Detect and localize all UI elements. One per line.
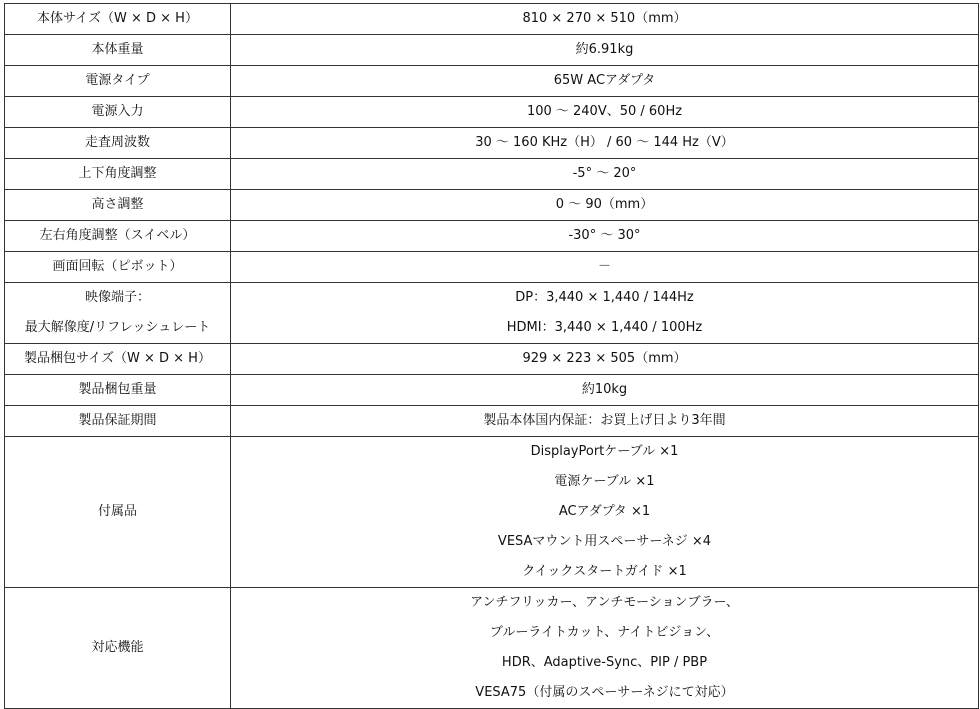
video-label-cell — [5, 283, 231, 344]
video-value-line: HDMI：3,440 × 1,440 / 100Hz — [506, 320, 703, 335]
accessory-item: 電源ケーブル ×1 — [554, 474, 655, 489]
feature-item: HDR、Adaptive-Sync、PIP / PBP — [501, 655, 708, 670]
accessories-value-cell — [231, 437, 979, 588]
table-row — [5, 4, 979, 35]
spec-value: 929 × 223 × 505（mm） — [231, 344, 979, 375]
accessories-label: 付属品 — [5, 437, 231, 588]
feature-item: ブルーライトカット、ナイトビジョン、 — [489, 625, 720, 640]
video-label-line: 映像端子： — [84, 290, 150, 305]
spec-label: 上下角度調整 — [5, 159, 231, 190]
table-row — [5, 190, 979, 221]
table-row — [5, 588, 979, 709]
table-row — [5, 375, 979, 406]
spec-value: 810 × 270 × 510（mm） — [231, 4, 979, 35]
table-row — [5, 283, 979, 344]
video-label-line: 最大解像度/リフレッシュレート — [24, 320, 211, 335]
table-row — [5, 437, 979, 588]
spec-label: 高さ調整 — [5, 190, 231, 221]
spec-value: 100 ～ 240V、50 / 60Hz — [231, 97, 979, 128]
spec-label: 走査周波数 — [5, 128, 231, 159]
spec-label: 左右角度調整（スイベル） — [5, 221, 231, 252]
spec-value: 30 ～ 160 KHz（H） / 60 ～ 144 Hz（V） — [231, 128, 979, 159]
spec-value: － — [231, 252, 979, 283]
table-row — [5, 159, 979, 190]
spec-value: -30° ～ 30° — [231, 221, 979, 252]
table-row — [5, 66, 979, 97]
video-value-cell — [231, 283, 979, 344]
table-row — [5, 35, 979, 66]
spec-value: -5° ～ 20° — [231, 159, 979, 190]
table-row — [5, 252, 979, 283]
table-row — [5, 128, 979, 159]
spec-value: 約10kg — [231, 375, 979, 406]
spec-label: 製品保証期間 — [5, 406, 231, 437]
spec-label: 本体サイズ（W × D × H） — [5, 4, 231, 35]
table-row — [5, 97, 979, 128]
spec-value: 65W ACアダプタ — [231, 66, 979, 97]
table-row — [5, 344, 979, 375]
accessory-item: DisplayPortケーブル ×1 — [530, 444, 679, 459]
accessory-item: VESAマウント用スペーサーネジ ×4 — [497, 534, 712, 549]
spec-label: 画面回転（ピボット） — [5, 252, 231, 283]
table-row — [5, 221, 979, 252]
features-value-cell — [231, 588, 979, 709]
video-value-line: DP：3,440 × 1,440 / 144Hz — [515, 290, 694, 305]
accessory-item: クイックスタートガイド ×1 — [522, 564, 687, 579]
spec-table — [4, 3, 979, 709]
spec-label: 本体重量 — [5, 35, 231, 66]
spec-label: 電源タイプ — [5, 66, 231, 97]
spec-value: 製品本体国内保証：お買上げ日より3年間 — [231, 406, 979, 437]
spec-value: 0 ～ 90（mm） — [231, 190, 979, 221]
spec-label: 電源入力 — [5, 97, 231, 128]
spec-label: 製品梱包重量 — [5, 375, 231, 406]
spec-label: 製品梱包サイズ（W × D × H） — [5, 344, 231, 375]
spec-value: 約6.91kg — [231, 35, 979, 66]
features-label: 対応機能 — [5, 588, 231, 709]
feature-item: VESA75（付属のスペーサーネジにて対応） — [475, 685, 734, 700]
feature-item: アンチフリッカー、アンチモーションブラー、 — [470, 595, 739, 610]
table-row — [5, 406, 979, 437]
accessory-item: ACアダプタ ×1 — [558, 504, 651, 519]
